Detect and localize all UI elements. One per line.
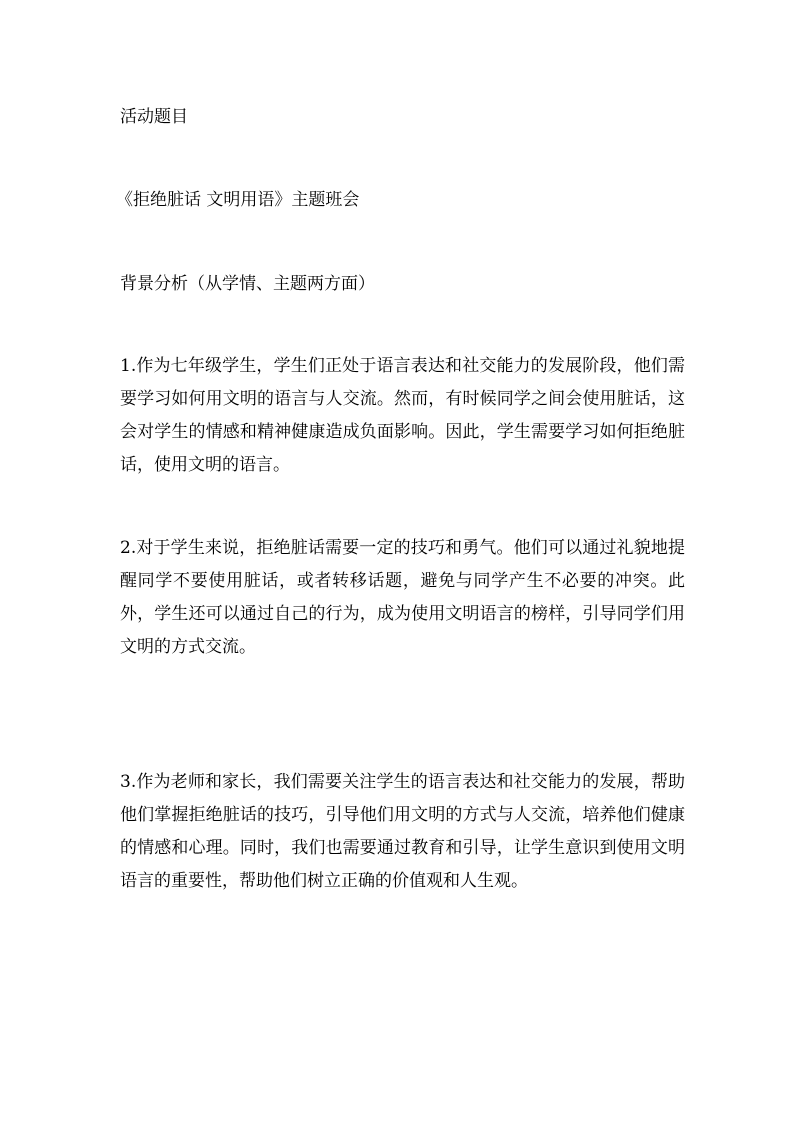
paragraph-3: 3.作为老师和家长，我们需要关注学生的语言表达和社交能力的发展，帮助他们掌握拒绝脏话的技巧，引导他们用文明的方式与人交流，培养他们健康的情感和心理。同时，我们也需要通过教育和引导，让学生意识到使用文明语言的重要性，帮助他们树立正确的价值观和人生观。 [120,772,685,891]
paragraph-1: 1.作为七年级学生，学生们正处于语言表达和社交能力的发展阶段，他们需要学习如何用文明的语言与人交流。然而，有时候同学之间会使用脏话，这会对学生的情感和精神健康造成负面影响。因此，学生需要学习如何拒绝脏话，使用文明的语言。 [120,356,685,475]
theme-title: 《拒绝脏话 文明用语》主题班会 [116,190,360,210]
activity-title-label: 活动题目 [120,107,188,127]
background-analysis-label: 背景分析（从学情、主题两方面） [120,274,375,294]
paragraph-2: 2.对于学生来说，拒绝脏话需要一定的技巧和勇气。他们可以通过礼貌地提醒同学不要使用脏话，或者转移话题，避免与同学产生不必要的冲突。此外，学生还可以通过自己的行为，成为使用文明语言的榜样，引导同学们用文明的方式交流。 [120,538,685,657]
